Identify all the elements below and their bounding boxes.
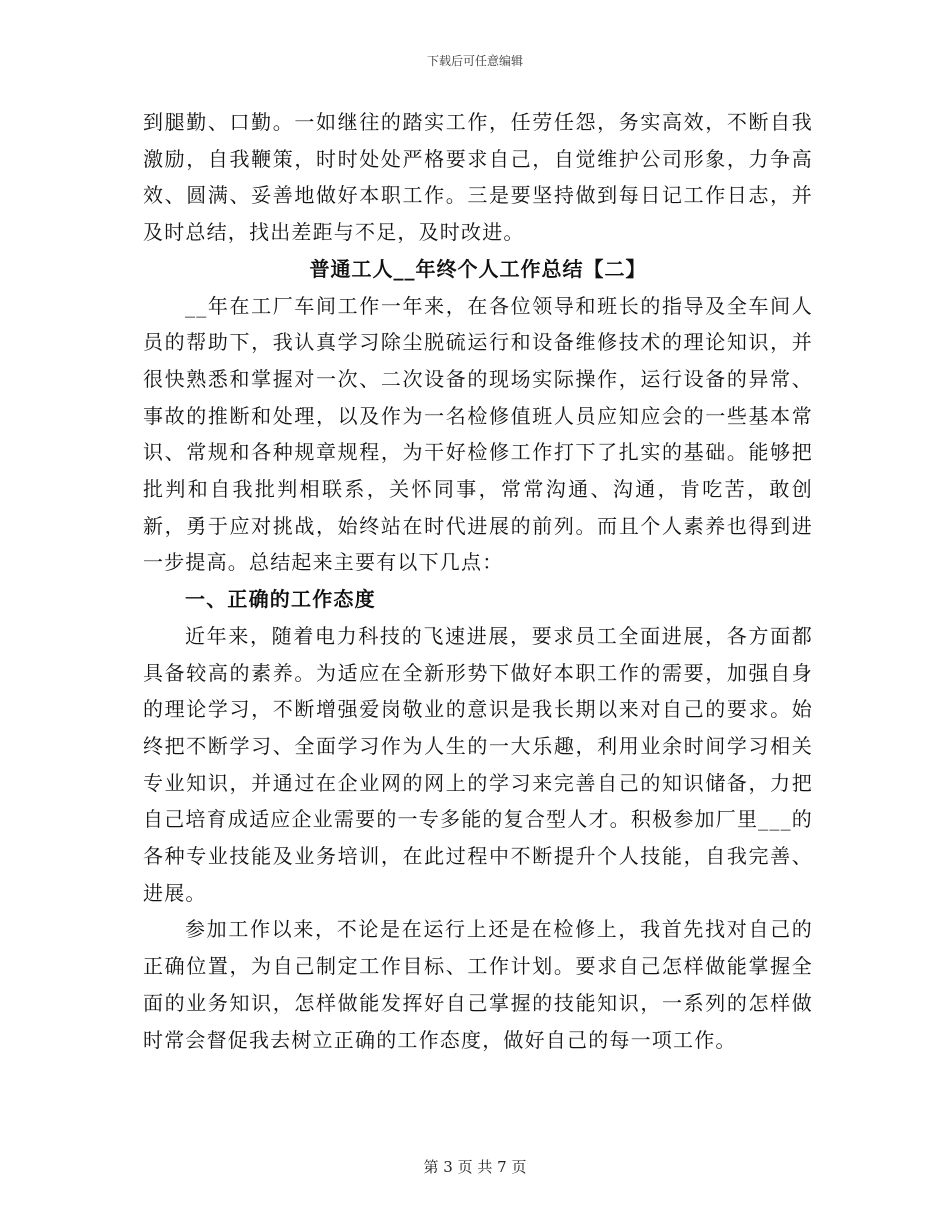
subheading-work-attitude: 一、正确的工作态度 [185, 587, 376, 612]
paragraph-intro: __年在工厂车间工作一年来，在各位领导和班长的指导及全车间人员的帮助下，我认真学习除尘脱硫运行和设备维修技术的理论知识，并很快熟悉和掌握对一次、二次设备的现场实际操作，运行设备的异常、事故的推断和处理，以及作为一名检修值班人员应知应会的一些基本常识、常规和各种规章规程，为干好检修工作打下了扎实的基础。能够把批判和自我批判相联系，关怀同事，常常沟通、沟通，肯吃苦，敢创新，勇于应对挑战，始终站在时代进展的前列。而且个人素养也得到进一步提高。总结起来主要有以下几点： [143, 293, 813, 575]
paragraph-learning: 近年来，随着电力科技的飞速进展，要求员工全面进展，各方面都具备较高的素养。为适应在全新形势下做好本职工作的需要，加强自身的理论学习，不断增强爱岗敬业的意识是我长期以来对自己的要求。始终把不断学习、全面学习作为人生的一大乐趣，利用业余时间学习相关专业知识，并通过在企业网的网上的学习来完善自己的知识储备，力把自己培育成适应企业需要的一专多能的复合型人才。积极参加厂里___的各种专业技能及业务培训，在此过程中不断提升个人技能，自我完善、进展。 [143, 623, 813, 905]
section-title: 普通工人__年终个人工作总结【二】 [309, 256, 647, 281]
header-note: 下载后可任意编辑 [426, 54, 523, 68]
page-footer: 第 3 页 共 7 页 [423, 1158, 527, 1176]
paragraph-continuation: 到腿勤、口勤。一如继往的踏实工作，任劳任怨，务实高效，不断自我激励，自我鞭策，时时处处严格要求自己，自觉维护公司形象，力争高效、圆满、妥善地做好本职工作。三是要坚持做到每日记工作日志，并及时总结，找出差距与不足，及时改进。 [143, 110, 813, 245]
document-body [143, 104, 813, 1058]
paragraph-position: 参加工作以来，不论是在运行上还是在检修上，我首先找对自己的正确位置，为自己制定工作目标、工作计划。要求自己怎样做能掌握全面的业务知识，怎样做能发挥好自己掌握的技能知识，一系列的怎样做时常会督促我去树立正确的工作态度，做好自己的每一项工作。 [143, 917, 813, 1052]
